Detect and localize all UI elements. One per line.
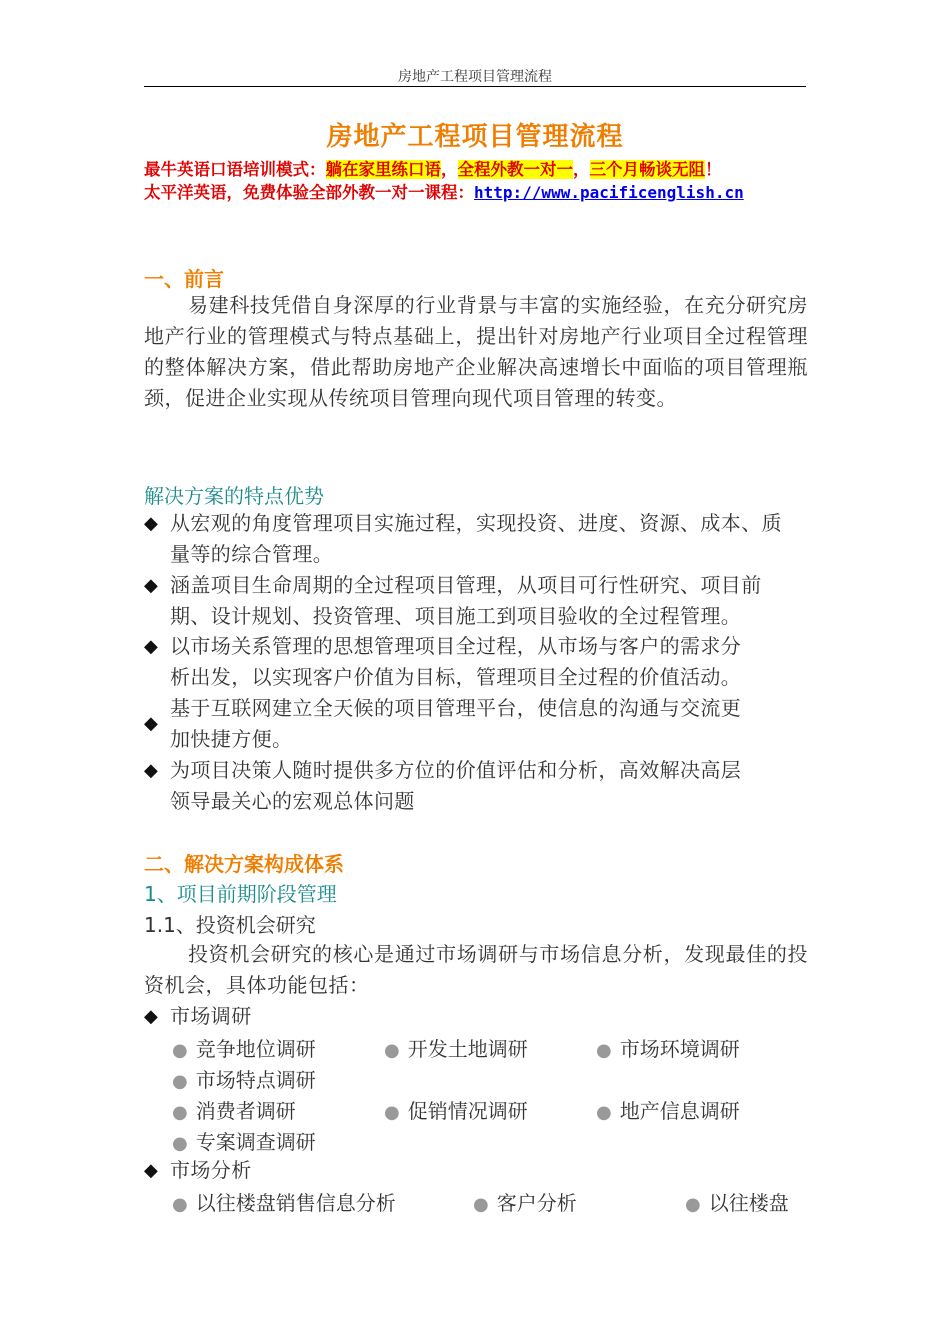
- analysis-subitem: [685, 1187, 789, 1216]
- market-analysis-item: [144, 1155, 808, 1186]
- subitem-label: 市场环境调研: [619, 1037, 740, 1061]
- research-subitem: [172, 1033, 316, 1062]
- research-subitem: [172, 1095, 296, 1124]
- dot-bullet-icon: ●: [172, 1133, 188, 1154]
- feature-line: 量等的综合管理。: [170, 542, 334, 566]
- promo-line-1: [144, 156, 722, 180]
- diamond-bullet-icon: ◆: [144, 713, 158, 734]
- dot-bullet-icon: ●: [473, 1194, 489, 1215]
- feature-item: [144, 508, 808, 570]
- dot-bullet-icon: ●: [596, 1102, 612, 1123]
- analysis-subitem: [473, 1187, 577, 1216]
- market-research-label: 市场调研: [170, 1004, 252, 1028]
- feature-item: [144, 570, 808, 632]
- diamond-bullet-icon: ◆: [144, 636, 158, 657]
- research-subitem: [172, 1064, 316, 1093]
- subsubsection-heading: 1.1、投资机会研究: [144, 913, 316, 937]
- diamond-bullet-icon: ◆: [144, 760, 158, 781]
- promo-text: ，: [573, 160, 590, 179]
- feature-line: 加快捷方便。: [170, 727, 293, 751]
- dot-bullet-icon: ●: [685, 1194, 701, 1215]
- promo-text: ！: [705, 160, 722, 179]
- subitem-label: 消费者调研: [195, 1099, 296, 1123]
- diamond-bullet-icon: ◆: [144, 513, 158, 534]
- paragraph-line: 变。: [636, 386, 677, 410]
- document-title: 房地产工程项目管理流程: [326, 122, 624, 152]
- promo-link[interactable]: http://www.pacificenglish.cn: [474, 183, 744, 202]
- paragraph-line: 的投资机会，具体功能包括：: [144, 942, 809, 997]
- analysis-subitem: [172, 1187, 396, 1216]
- subitem-label: 促销情况调研: [407, 1099, 528, 1123]
- subitem-label: 以往楼盘: [708, 1191, 789, 1215]
- feature-line: 基于互联网建立全天候的项目管理平台，使信息的沟通与交流更: [170, 696, 742, 720]
- feature-line: 以市场关系管理的思想管理项目全过程，从市场与客户的需求分: [170, 634, 742, 658]
- research-subitem: [596, 1095, 740, 1124]
- section-heading-system: 二、解决方案构成体系: [144, 852, 344, 876]
- feature-line: 涵盖项目生命周期的全过程项目管理，从项目可行性研究、项目前: [170, 573, 762, 597]
- dot-bullet-icon: ●: [596, 1040, 612, 1061]
- feature-item: [144, 755, 808, 817]
- subitem-label: 开发土地调研: [407, 1037, 528, 1061]
- feature-line: 领导最关心的宏观总体问题: [170, 789, 415, 813]
- subitem-label: 客户分析: [496, 1191, 577, 1215]
- subsection-heading: 1、项目前期阶段管理: [144, 882, 337, 906]
- header-rule: [144, 86, 806, 87]
- feature-item: [144, 631, 808, 693]
- promo-highlight: 三个月畅谈无阻: [589, 160, 705, 179]
- promo-highlight: 全程外教一对一: [457, 160, 573, 179]
- promo-highlight: 躺在家里练口语: [325, 160, 441, 179]
- research-subitem: [596, 1033, 740, 1062]
- dot-bullet-icon: ●: [172, 1194, 188, 1215]
- promo-line-2: [144, 179, 744, 203]
- diamond-bullet-icon: ◆: [144, 575, 158, 596]
- paragraph-line: 的项目管理瓶颈，促进企业实现从传统项目管理向现代项目管理的转: [144, 355, 809, 410]
- paragraph-line: 易建科技凭借自身深厚的行业背景与丰富的实施经验，在充分研: [188, 293, 767, 317]
- feature-line: 从宏观的角度管理项目实施过程，实现投资、进度、资源、成本、质: [170, 511, 782, 535]
- dot-bullet-icon: ●: [384, 1040, 400, 1061]
- feature-line: 期、设计规划、投资管理、项目施工到项目验收的全过程管理。: [170, 604, 742, 628]
- dot-bullet-icon: ●: [172, 1071, 188, 1092]
- running-header: 房地产工程项目管理流程: [398, 69, 552, 85]
- research-subitem: [384, 1095, 528, 1124]
- section-heading-preface: 一、前言: [144, 267, 224, 291]
- subitem-label: 以往楼盘销售信息分析: [195, 1191, 396, 1215]
- paragraph-line: 究房地产行业的管理模式与特点基础上，提出针对房地产行业项目全: [144, 293, 809, 348]
- dot-bullet-icon: ●: [172, 1040, 188, 1061]
- market-research-item: [144, 1001, 808, 1032]
- features-heading: 解决方案的特点优势: [144, 484, 324, 508]
- subitem-label: 地产信息调研: [619, 1099, 740, 1123]
- feature-line: 析出发，以实现客户价值为目标，管理项目全过程的价值活动。: [170, 665, 742, 689]
- dot-bullet-icon: ●: [384, 1102, 400, 1123]
- diamond-bullet-icon: ◆: [144, 1160, 158, 1181]
- feature-line: 为项目决策人随时提供多方位的价值评估和分析，高效解决高层: [170, 758, 742, 782]
- subitem-label: 市场特点调研: [195, 1068, 316, 1092]
- research-subitem: [384, 1033, 528, 1062]
- investment-paragraph: [144, 939, 808, 1001]
- diamond-bullet-icon: ◆: [144, 1006, 158, 1027]
- subitem-label: 专案调查调研: [195, 1130, 316, 1154]
- preface-paragraph: [144, 290, 808, 414]
- paragraph-line: 投资机会研究的核心是通过市场调研与市场信息分析，发现最佳: [188, 942, 767, 966]
- subitem-label: 竞争地位调研: [195, 1037, 316, 1061]
- paragraph-line: 过程管理的整体解决方案，借此帮助房地产企业解决高速增长中面临: [144, 324, 809, 379]
- market-analysis-label: 市场分析: [170, 1158, 252, 1182]
- research-subitem: [172, 1126, 316, 1155]
- promo-text: 太平洋英语，免费体验全部外教一对一课程：: [144, 183, 474, 202]
- dot-bullet-icon: ●: [172, 1102, 188, 1123]
- feature-item: [144, 693, 808, 755]
- promo-text: 最牛英语口语培训模式：: [144, 160, 326, 179]
- promo-text: ，: [441, 160, 458, 179]
